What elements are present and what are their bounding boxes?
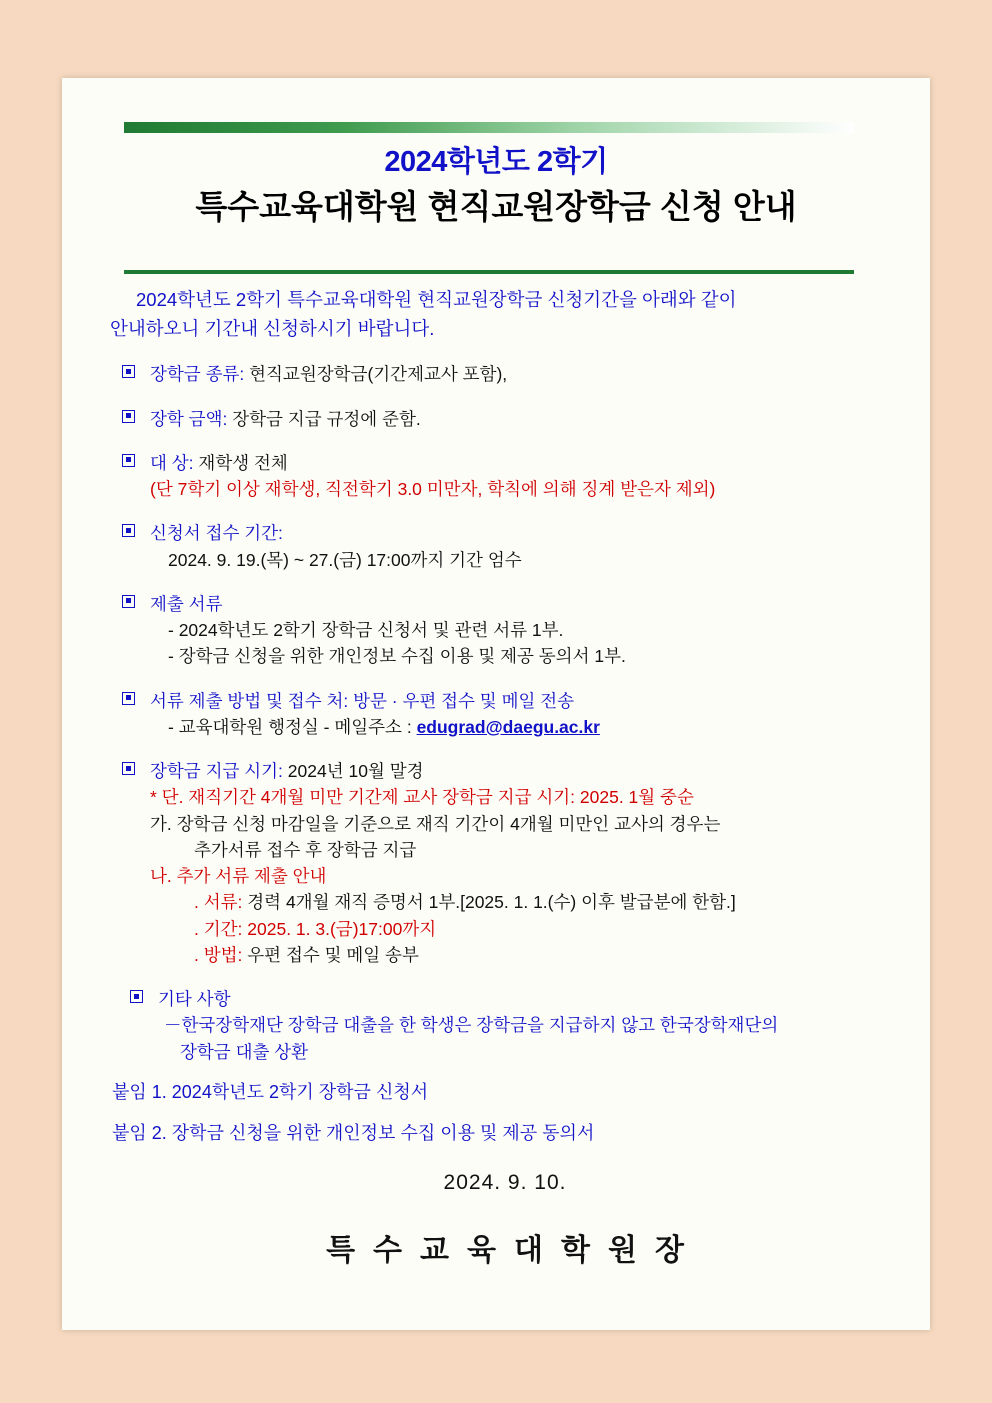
item-7-na-doc xyxy=(150,889,900,915)
attachment-1: 붙임 1. 2024학년도 2학기 장학금 신청서 xyxy=(112,1081,429,1102)
item-scholarship-amount xyxy=(110,406,900,432)
item-7-na-doc-label: . 서류: xyxy=(194,892,243,913)
intro-line-1: 2024학년도 2학기 특수교육대학원 현직교원장학금 신청기간을 아래와 같이 xyxy=(136,289,737,310)
item-7-na-method xyxy=(150,942,900,968)
item-1-value: 현직교원장학금(기간제교사 포함), xyxy=(244,364,508,385)
title-block xyxy=(62,144,930,230)
item-8-sub-1: －한국장학재단 장학금 대출을 한 학생은 장학금을 지급하지 않고 한국장학재단의 xyxy=(164,1015,779,1036)
item-7-na-method-value: 우편 접수 및 메일 송부 xyxy=(242,944,419,965)
item-1-text xyxy=(150,361,900,387)
item-6-text xyxy=(150,688,900,714)
item-application-period xyxy=(110,520,900,573)
intro-paragraph xyxy=(110,286,900,343)
item-6-label: 서류 제출 방법 및 접수 처: xyxy=(150,690,349,711)
item-scholarship-type xyxy=(110,361,900,387)
square-bullet-icon xyxy=(122,524,135,537)
square-bullet-icon xyxy=(130,990,143,1003)
item-required-documents xyxy=(110,591,900,670)
item-7-label: 장학금 지급 시기: xyxy=(150,761,283,782)
square-bullet-icon xyxy=(122,692,135,705)
item-6-sub-1 xyxy=(150,714,900,740)
item-7-na-doc-value: 경력 4개월 재직 증명서 1부.[2025. 1. 1.(수) 이후 발급분에 한함.] xyxy=(242,892,736,913)
item-1-label: 장학금 종류: xyxy=(150,364,245,385)
item-other-notes xyxy=(110,986,900,1065)
item-3-text xyxy=(150,450,900,476)
item-5-sub-1: - 2024학년도 2학기 장학금 신청서 및 관련 서류 1부. xyxy=(168,620,564,641)
item-3-note: (단 7학기 이상 재학생, 직전학기 3.0 미만자, 학칙에 의해 징계 받은자 제외) xyxy=(150,479,716,500)
page-title-line1: 2024학년도 2학기 xyxy=(384,146,608,178)
item-7-na-period xyxy=(150,916,900,942)
item-7-text xyxy=(150,758,900,784)
item-7-value: 2024년 10월 말경 xyxy=(282,761,424,782)
square-bullet-icon xyxy=(122,410,135,423)
item-3-value: 재학생 전체 xyxy=(193,452,288,473)
item-payment-schedule xyxy=(110,758,900,968)
square-bullet-icon xyxy=(122,595,135,608)
item-7-na-period-label: . 기간: xyxy=(194,918,243,939)
item-8-label: 기타 사항 xyxy=(158,989,231,1010)
issue-date: 2024. 9. 10. xyxy=(443,1170,567,1194)
item-2-label: 장학 금액: xyxy=(150,408,228,429)
square-bullet-icon xyxy=(122,454,135,467)
notice-page xyxy=(62,78,930,1330)
item-7-ga-line-2: 추가서류 접수 후 장학금 지급 xyxy=(194,839,417,860)
item-4-sub-1: 2024. 9. 19.(목) ~ 27.(금) 17:00까지 기간 엄수 xyxy=(168,549,522,570)
item-8-sub-2: 장학금 대출 상환 xyxy=(180,1041,309,1062)
item-3-label: 대 상: xyxy=(150,452,194,473)
email-link[interactable]: edugrad@daegu.ac.kr xyxy=(416,716,600,737)
item-7-na-method-label: . 방법: xyxy=(194,944,243,965)
item-7-na-period-value: 2025. 1. 3.(금)17:00까지 xyxy=(242,918,437,939)
intro-line-2: 안내하오니 기간내 신청하시기 바랍니다. xyxy=(110,317,435,339)
signer-title: 특수교육대학원장 xyxy=(326,1234,702,1268)
header-gradient-bar xyxy=(124,122,854,133)
item-7-red-note: * 단. 재직기간 4개월 미만 기간제 교사 장학금 지급 시기: 2025. 1월 중순 xyxy=(150,787,694,808)
item-target xyxy=(110,450,900,503)
square-bullet-icon xyxy=(122,365,135,378)
notice-inner xyxy=(62,78,930,1330)
item-7-ga-line-1: 가. 장학금 신청 마감일을 기준으로 재직 기간이 4개월 미만인 교사의 경우는 xyxy=(150,813,721,834)
notice-body xyxy=(110,286,900,1273)
title-divider xyxy=(124,270,854,274)
item-2-value: 장학금 지급 규정에 준함. xyxy=(227,408,421,429)
page-title-line2: 특수교육대학원 현직교원장학금 신청 안내 xyxy=(195,188,797,226)
item-7-na-line: 나. 추가 서류 제출 안내 xyxy=(150,866,327,887)
item-4-label: 신청서 접수 기간: xyxy=(150,523,283,544)
item-5-label: 제출 서류 xyxy=(150,593,223,614)
item-5-sub-2: - 장학금 신청을 위한 개인정보 수집 이용 및 제공 동의서 1부. xyxy=(168,646,626,667)
item-6-sub-1-text: - 교육대학원 행정실 - 메일주소 : xyxy=(168,716,417,737)
item-2-text xyxy=(150,406,900,432)
attachment-2: 붙임 2. 장학금 신청을 위한 개인정보 수집 이용 및 제공 동의서 xyxy=(112,1122,595,1143)
item-submission-method xyxy=(110,688,900,741)
item-6-value: 방문 · 우편 접수 및 메일 전송 xyxy=(348,690,575,711)
square-bullet-icon xyxy=(122,762,135,775)
